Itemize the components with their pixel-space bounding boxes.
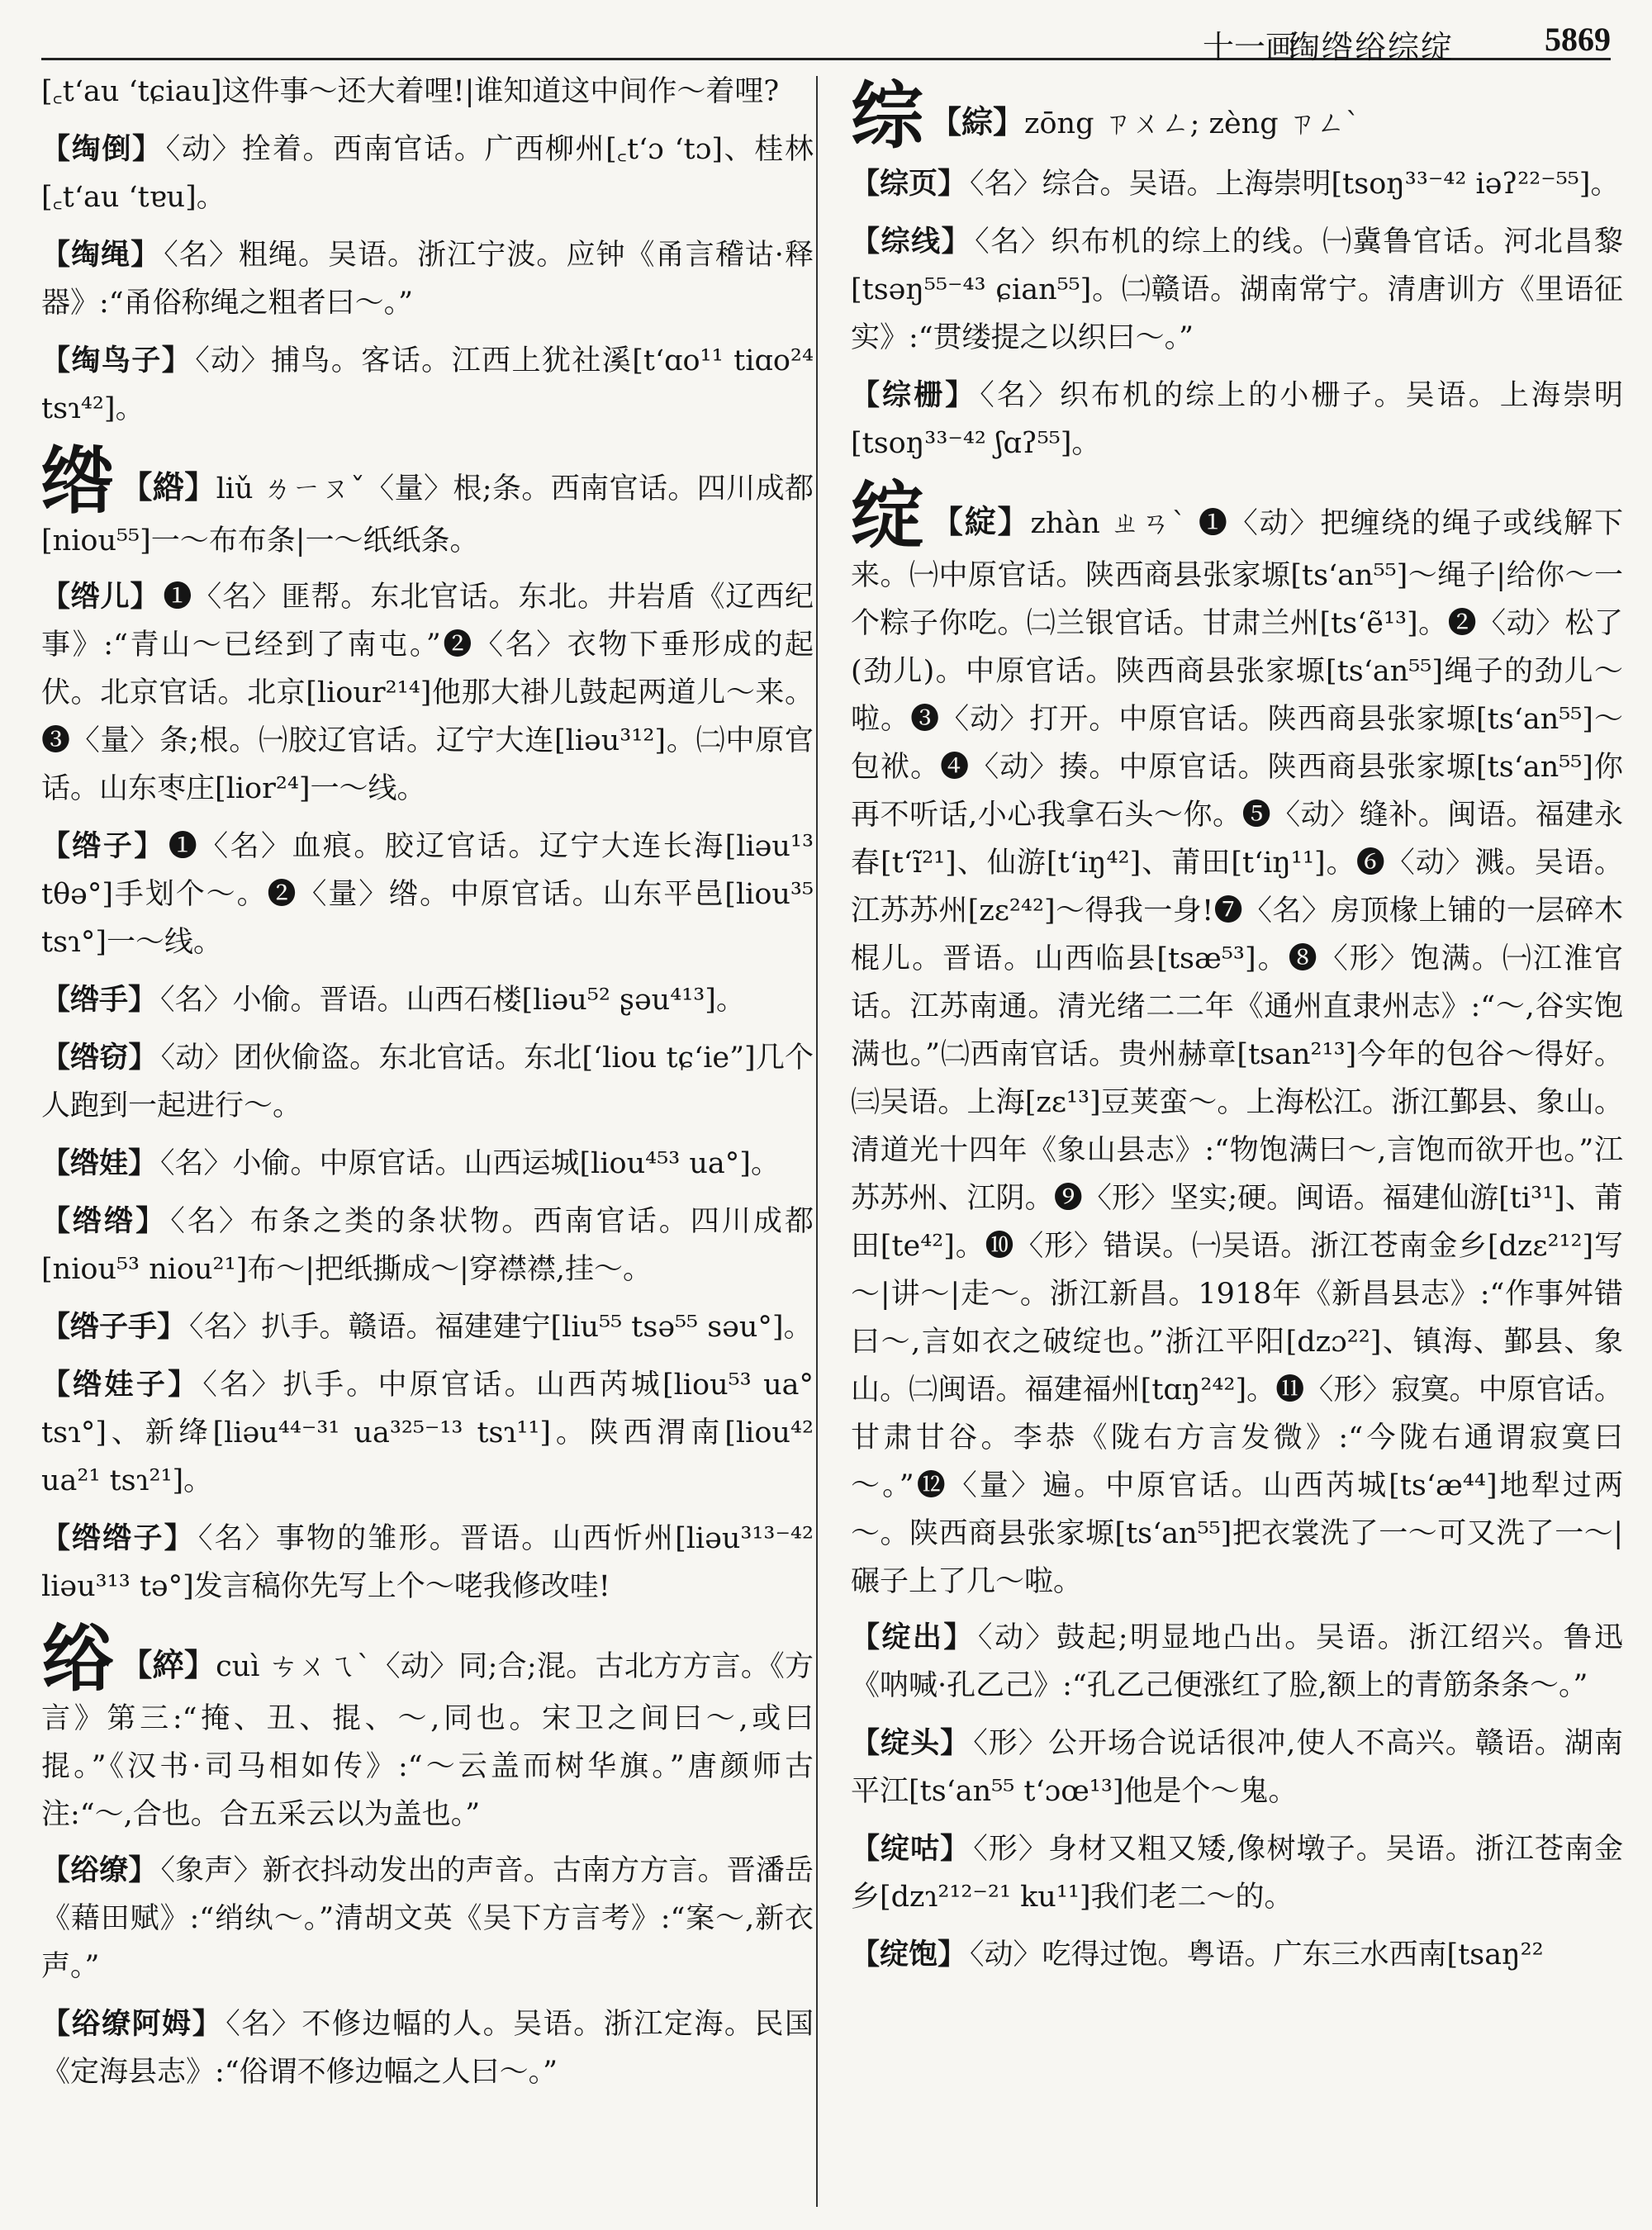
entry-definition: ❶〈名〉匪帮。东北官话。东北。井岩盾《辽西纪事》:“青山～已经到了南屯。”❷〈名〉衣物下垂形成的起伏。北京官话。北京[liour²¹⁴]他那大褂儿鼓起两道儿～来。❸〈量〉条;根。㈠胶辽官话。辽宁大连[liəu³¹²]。㈡中原官话。山东枣庄[lior²⁴]一～线。 xyxy=(41,581,814,805)
entry-headword: 【绺绺子】 xyxy=(41,1521,195,1555)
dictionary-entry xyxy=(41,2000,814,2096)
dictionary-entry xyxy=(41,573,814,813)
entry-definition: ❶〈名〉血痕。胶辽官话。辽宁大连长海[liəu¹³ tθə°]手划个～。❷〈量〉绺。中原官话。山东平邑[liou³⁵ tsɿ°]一～线。 xyxy=(41,830,814,959)
entry-headword: 【绺手】 xyxy=(41,983,158,1017)
dictionary-entry xyxy=(851,1720,1623,1815)
entry-headword: 【绺子】 xyxy=(41,829,165,863)
entry-definition: 〈形〉公开场合说话很冲,使人不高兴。赣语。湖南平江[ts‘an⁵⁵ t‘ɔœ¹³]他是个～鬼。 xyxy=(851,1727,1623,1808)
entry-headword: 【绹绳】 xyxy=(41,238,161,272)
entry-headword: 【综页】 xyxy=(851,167,967,201)
entry-definition: 〈动〉拴着。西南官话。广西柳州[꜀t‘ɔ ‘tɔ]、桂林[꜀t‘au ‘tɐu]。 xyxy=(41,133,814,214)
entry-definition: 〈名〉不修边幅的人。吴语。浙江定海。民国《定海县志》:“俗谓不修边幅之人曰～。” xyxy=(41,2008,814,2089)
entry-headword: 【绽头】 xyxy=(851,1726,971,1760)
entry-headword: 【绽咕】 xyxy=(851,1832,971,1866)
character-entry xyxy=(41,438,814,565)
dictionary-entry xyxy=(41,1303,814,1351)
entry-definition: 〈名〉事物的雏形。晋语。山西忻州[liəu³¹³⁻⁴² liəu³¹³ tə°]发言稿你先写上个～咾我修改哇! xyxy=(41,1522,814,1603)
entry-headword: 【绺娃】 xyxy=(41,1146,158,1180)
entry-definition: 〈名〉小偷。晋语。山西石楼[liəu⁵² ʂəu⁴¹³]。 xyxy=(160,984,745,1017)
entry-definition: 〈动〉团伙偷盗。东北官话。东北[‘liou tɕ‘ie”]几个人跑到一起进行～。 xyxy=(41,1041,814,1122)
entry-definition: 〈名〉织布机的综上的线。㈠冀鲁官话。河北昌黎[tsəŋ⁵⁵⁻⁴³ ɕian⁵⁵]。㈡赣语。湖南常宁。清唐训方《里语征实》:“贯缕提之以织曰～。” xyxy=(851,225,1623,354)
head-character: 绺 xyxy=(41,438,115,524)
dictionary-entry xyxy=(851,218,1623,362)
character-definition: zhàn ㄓㄢˋ ❶〈动〉把缠绕的绳子或线解下来。㈠中原官话。陕西商县张家塬[ts‘an⁵⁵]～绳子|给你～一个粽子你吃。㈡兰银官话。甘肃兰州[ts‘ẽ¹³]。❷〈动〉松了(劲儿)。中原官话。陕西商县张家塬[ts‘an⁵⁵]绳子的劲儿～啦。❸〈动〉打开。中原官话。陕西商县张家塬[ts‘an⁵⁵]～包袱。❹〈动〉揍。中原官话。陕西商县张家塬[ts‘an⁵⁵]你再不听话,小心我拿石头～你。❺〈动〉缝补。闽语。福建永春[t‘ĩ²¹]、仙游[t‘iŋ⁴²]、莆田[t‘iŋ¹¹]。❻〈动〉溅。吴语。江苏苏州[zɛ²⁴²]～得我一身!❼〈名〉房顶椽上铺的一层碎木棍儿。晋语。山西临县[tsæ⁵³]。❽〈形〉饱满。㈠江淮官话。江苏南通。清光绪二二年《通州直隶州志》:“～,谷实饱满也。”㈡西南官话。贵州赫章[tsan²¹³]今年的包谷～得好。㈢吴语。上海[zɛ¹³]豆荚蛮～。上海松江。浙江鄞县、象山。清道光十四年《象山县志》:“物饱满曰～,言饱而欲开也。”江苏苏州、江阴。❾〈形〉坚实;硬。闽语。福建仙游[ti³¹]、莆田[te⁴²]。❿〈形〉错误。㈠吴语。浙江苍南金乡[dzɛ²¹²]写～|讲～|走～。浙江新昌。1918年《新昌县志》:“作事舛错曰～,言如衣之破绽也。”浙江平阳[dzɔ²²]、镇海、鄞县、象山。㈡闽语。福建福州[tɑŋ²⁴²]。⓫〈形〉寂寞。中原官话。甘肃甘谷。李恭《陇右方言发微》:“今陇右通谓寂寞曰～。”⓬〈量〉遍。中原官话。山西芮城[ts‘æ⁴⁴]地犁过两～。陕西商县张家塬[ts‘an⁵⁵]把衣裳洗了一～可又洗了一～|碾子上了几～啦。 xyxy=(851,507,1623,1598)
left-column xyxy=(41,68,814,2106)
entry-headword: 【绺子手】 xyxy=(41,1310,187,1344)
character-entry xyxy=(41,1616,814,1839)
entry-headword: 【绺儿】 xyxy=(41,580,160,614)
dictionary-entry xyxy=(41,337,814,433)
entry-headword: 【绤缭】 xyxy=(41,1853,158,1887)
dictionary-entry xyxy=(41,231,814,327)
dictionary-entry xyxy=(851,372,1623,467)
entry-headword: 【绹倒】 xyxy=(41,132,163,166)
entry-definition: 〈动〉吃得过饱。粤语。广东三水西南[tsaŋ²² xyxy=(970,1938,1544,1971)
dictionary-entry xyxy=(41,1361,814,1505)
right-column xyxy=(851,68,1623,1989)
header-section: 十一画 xyxy=(1202,29,1297,65)
entry-headword: 【综栅】 xyxy=(851,378,977,412)
dictionary-entry xyxy=(41,1034,814,1130)
page-number: 5869 xyxy=(1545,21,1611,58)
entry-definition: 〈名〉布条之类的条状物。西南官话。四川成都[niou⁵³ niou²¹]布～|把纸撕成～|穿襟襟,挂～。 xyxy=(41,1205,814,1286)
head-character: 绽 xyxy=(851,472,925,558)
dictionary-entry xyxy=(41,1140,814,1188)
entry-headword: 【绺窃】 xyxy=(41,1041,158,1075)
running-header xyxy=(41,15,1611,65)
head-character: 绤 xyxy=(41,1616,115,1701)
dictionary-entry xyxy=(41,976,814,1024)
entry-headword: 【绺娃子】 xyxy=(41,1368,200,1402)
entry-definition: 〈名〉综合。吴语。上海崇明[tsoŋ³³⁻⁴² iəʔ²²⁻⁵⁵]。 xyxy=(970,168,1620,201)
header-characters: 绹绺绤综绽 xyxy=(1288,29,1454,65)
traditional-form: 【綜】 xyxy=(930,103,1025,140)
dictionary-entry xyxy=(41,1515,814,1611)
dictionary-entry xyxy=(41,1847,814,1990)
continued-entry-text: [꜀t‘au ‘tɕiau]这件事～还大着哩!|谁知道这中间作～着哩? xyxy=(41,75,780,108)
character-definition: zōng ㄗㄨㄥ; zèng ㄗㄥˋ xyxy=(1024,107,1360,140)
character-entry xyxy=(851,472,1623,1606)
traditional-form: 【綻】 xyxy=(931,503,1031,540)
entry-headword: 【绽饱】 xyxy=(851,1938,967,1971)
entry-definition: 〈象声〉新衣抖动发出的声音。古南方方言。晋潘岳《藉田赋》:“绡纨～。”清胡文英《吴下方言考》:“案～,新衣声。” xyxy=(41,1854,814,1983)
dictionary-entry xyxy=(851,1825,1623,1921)
dictionary-entry xyxy=(851,1931,1623,1979)
character-definition: liǔ ㄌㄧㄡˇ〈量〉根;条。西南官话。四川成都[niou⁵⁵]一～布布条|一～纸纸条。 xyxy=(41,472,814,558)
traditional-form: 【綷】 xyxy=(121,1646,216,1683)
head-character: 综 xyxy=(851,73,924,159)
dictionary-entry xyxy=(851,1614,1623,1710)
dictionary-entry xyxy=(41,1198,814,1293)
entry-definition: 〈形〉身材又粗又矮,像树墩子。吴语。浙江苍南金乡[dzɿ²¹²⁻²¹ ku¹¹]我们老二～的。 xyxy=(851,1833,1623,1914)
entry-definition: 〈动〉捕鸟。客话。江西上犹社溪[t‘ɑo¹¹ tiɑo²⁴ tsɿ⁴²]。 xyxy=(41,344,814,425)
entry-definition: 〈名〉扒手。赣语。福建建宁[liu⁵⁵ tsə⁵⁵ səu°]。 xyxy=(189,1311,813,1344)
entry-definition: 〈名〉扒手。中原官话。山西芮城[liou⁵³ ua° tsɿ°]、新绛[liəu⁴⁴⁻³¹ ua³²⁵⁻¹³ tsɿ¹¹]。陕西渭南[liou⁴² ua²¹ tsɿ²¹]。 xyxy=(41,1369,814,1497)
traditional-form: 【綹】 xyxy=(121,468,216,505)
character-entry xyxy=(851,73,1623,159)
entry-headword: 【绤缭阿姆】 xyxy=(41,2007,223,2041)
dictionary-entry xyxy=(41,126,814,221)
entry-headword: 【绺绺】 xyxy=(41,1204,168,1238)
entry-headword: 【综线】 xyxy=(851,225,972,259)
entry-definition: 〈名〉织布机的综上的小栅子。吴语。上海崇明[tsoŋ³³⁻⁴² ʃɑʔ⁵⁵]。 xyxy=(851,379,1623,460)
entry-definition: 〈名〉小偷。中原官话。山西运城[liou⁴⁵³ ua°]。 xyxy=(160,1147,780,1180)
entry-definition: 〈名〉粗绳。吴语。浙江宁波。应钟《甬言稽诂·释器》:“甬俗称绳之粗者曰～。” xyxy=(41,239,814,320)
entry-headword: 【绽出】 xyxy=(851,1620,975,1654)
column-divider xyxy=(816,76,818,2207)
dictionary-entry xyxy=(41,823,814,966)
character-definition: cuì ㄘㄨㄟˋ〈动〉同;合;混。古北方方言。《方言》第三:“掩、丑、掍、～,同也。宋卫之间曰～,或曰掍。”《汉书·司马相如传》:“～云盖而树华旗。”唐颜师古注:“～,合也。合五采云以为盖也。” xyxy=(41,1650,814,1831)
entry-headword: 【绹鸟子】 xyxy=(41,344,192,377)
dictionary-entry xyxy=(851,160,1623,208)
entry-definition: 〈动〉鼓起;明显地凸出。吴语。浙江绍兴。鲁迅《呐喊·孔乙己》:“孔乙己便涨红了脸,额上的青筋条条～。” xyxy=(851,1621,1623,1702)
